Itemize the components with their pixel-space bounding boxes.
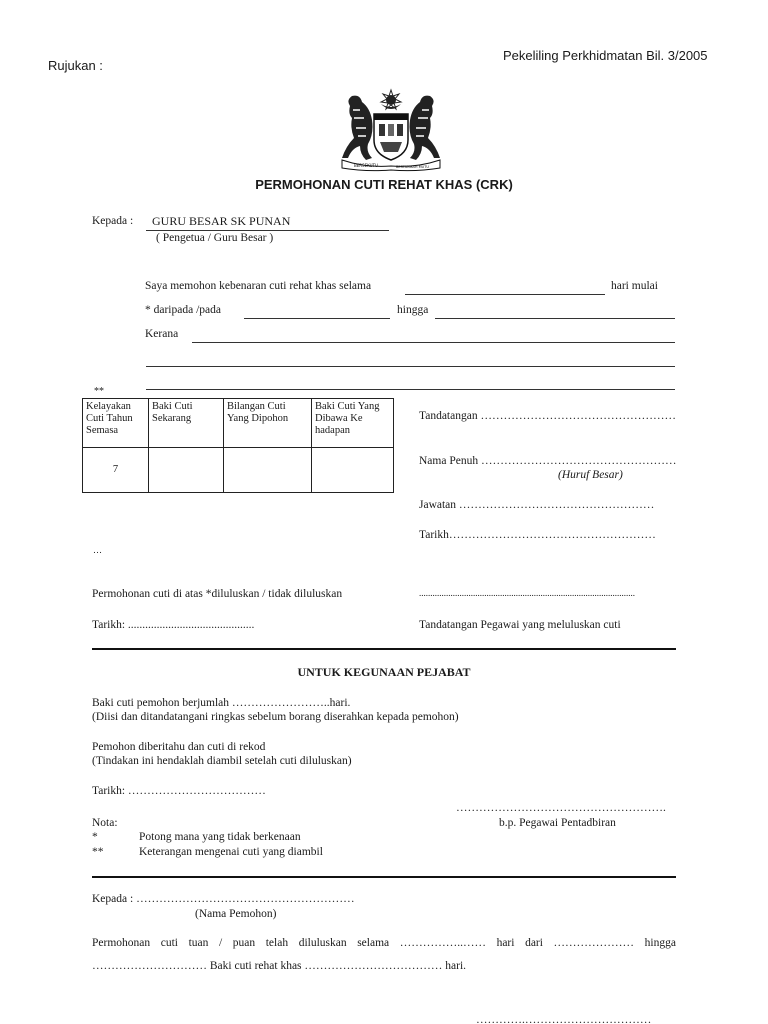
reply-name-hint: (Nama Pemohon)	[195, 908, 277, 920]
table-marker: **	[94, 386, 104, 397]
reply-from-field[interactable]: …………………	[553, 937, 635, 949]
section-divider-1	[92, 648, 676, 650]
reply-signature-dots[interactable]: ………….……………………………	[476, 1014, 652, 1024]
reply-days-field[interactable]: ……………..……	[399, 937, 486, 949]
office-balance-note: (Diisi dan ditandatangani ringkas sebelum borang diserahkan kepada pemohon)	[92, 711, 459, 723]
reply-word: /	[218, 937, 223, 949]
approver-signature-label: Tandatangan Pegawai yang meluluskan cuti	[419, 619, 621, 631]
circular-number: Pekeliling Perkhidmatan Bil. 3/2005	[503, 48, 708, 63]
crest-motto-left: BERSEKUTU	[354, 163, 378, 168]
reply-approval-line	[92, 937, 676, 949]
reply-word: selama	[357, 937, 390, 949]
applicant-date[interactable]: Tarikh………………………………………………	[419, 529, 656, 541]
full-name-hint: (Huruf Besar)	[558, 469, 623, 481]
reason-label: Kerana	[145, 328, 179, 340]
notes-label: Nota:	[92, 817, 118, 829]
form-title: PERMOHONAN CUTI REHAT KHAS (CRK)	[255, 177, 513, 192]
table-cell-carry-forward[interactable]	[312, 448, 394, 493]
table-cell-requested[interactable]	[224, 448, 312, 493]
until-label: hingga	[397, 304, 429, 316]
coat-of-arms-icon	[336, 88, 446, 172]
reply-word: cuti	[160, 937, 178, 949]
note-text-2: Keterangan mengenai cuti yang diambil	[139, 846, 323, 858]
reason-field-line-3[interactable]	[146, 389, 675, 390]
reference-label: Rujukan :	[48, 58, 103, 73]
leave-balance-table	[82, 398, 394, 493]
office-heading: UNTUK KEGUNAAN PEJABAT	[297, 665, 471, 679]
from-date-field[interactable]	[244, 318, 390, 319]
until-date-field[interactable]	[435, 318, 675, 319]
request-text-end: hari mulai	[611, 280, 658, 292]
table-header-current-balance: Baki Cuti Sekarang	[149, 399, 224, 448]
reply-word: dari	[525, 937, 543, 949]
reply-word: Permohonan	[92, 937, 151, 949]
office-date[interactable]: Tarikh: ………………………………	[92, 785, 266, 797]
reply-word: telah	[265, 937, 289, 949]
reply-word: puan	[232, 937, 256, 949]
table-cell-current-balance[interactable]	[149, 448, 224, 493]
reply-word: hingga	[644, 937, 676, 949]
table-header-carry-forward: Baki Cuti Yang Dibawa Ke hadapan	[312, 399, 394, 448]
admin-officer-label: b.p. Pegawai Pentadbiran	[499, 817, 616, 829]
approval-status: Permohonan cuti di atas *diluluskan / tidak diluluskan	[92, 588, 343, 600]
reason-field-line-1[interactable]	[192, 342, 675, 343]
reason-field-line-2[interactable]	[146, 366, 675, 367]
recipient-note: ( Pengetua / Guru Besar )	[156, 232, 274, 244]
applicant-signature[interactable]: Tandatangan ……………………………………………	[419, 410, 676, 422]
request-text: Saya memohon kebenaran cuti rehat khas selama	[145, 280, 372, 292]
note-mark-2: **	[92, 846, 104, 858]
table-header-entitlement: Kelayakan Cuti Tahun Semasa	[83, 399, 149, 448]
reply-word: diluluskan	[298, 937, 347, 949]
applicant-position[interactable]: Jawatan ……………………………………………	[419, 499, 655, 511]
recipient-underline	[146, 230, 389, 231]
office-balance[interactable]: Baki cuti pemohon berjumlah ……………………..hari.	[92, 697, 351, 709]
note-mark-1: *	[92, 831, 98, 843]
note-text-1: Potong mana yang tidak berkenaan	[139, 831, 301, 843]
office-informed: Pemohon diberitahu dan cuti di rekod	[92, 741, 266, 753]
from-label: * daripada /pada	[145, 304, 221, 316]
table-header-requested: Bilangan Cuti Yang Dipohon	[224, 399, 312, 448]
applicant-full-name[interactable]: Nama Penuh ……………………………………………	[419, 455, 677, 467]
office-signature-dots[interactable]: ……………………………………………….	[456, 802, 666, 814]
reply-balance-line[interactable]: ………………………… Baki cuti rehat khas ……………………………… hari.	[92, 960, 467, 972]
recipient-value[interactable]: GURU BESAR SK PUNAN	[152, 214, 291, 228]
reply-word: tuan	[188, 937, 209, 949]
days-field[interactable]	[405, 294, 605, 295]
reply-recipient[interactable]: Kepada : …………………………………………………	[92, 893, 355, 905]
ellipsis-mark: …	[93, 545, 102, 555]
office-informed-note: (Tindakan ini hendaklah diambil setelah cuti diluluskan)	[92, 755, 352, 767]
reply-word: hari	[496, 937, 515, 949]
approval-date[interactable]: Tarikh: ............................................	[92, 619, 255, 631]
approver-signature-dots[interactable]: ................................................................................................	[419, 588, 635, 598]
table-cell-entitlement[interactable]: 7	[83, 448, 149, 493]
crest-motto-right: BERTAMBAH MUTU	[396, 165, 429, 169]
recipient-label: Kepada :	[92, 215, 134, 227]
section-divider-2	[92, 876, 676, 878]
